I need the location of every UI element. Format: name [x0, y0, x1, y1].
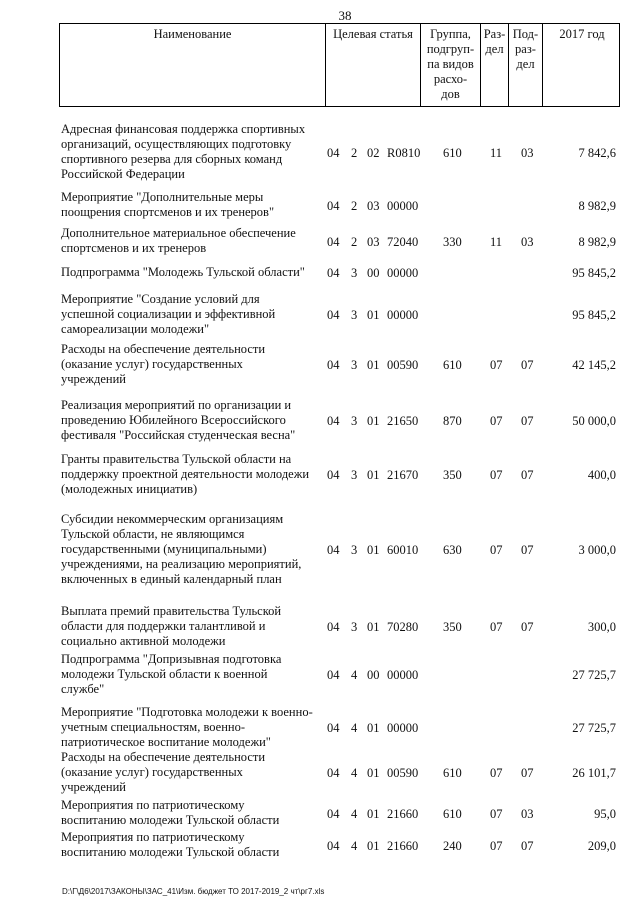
header-group-line: подгруп- — [426, 42, 475, 56]
podrazdel-code: 07 — [521, 543, 534, 557]
razdel-code: 07 — [490, 358, 503, 372]
amount-2017: 7 842,6 — [578, 146, 616, 160]
podrazdel-code: 07 — [521, 358, 534, 372]
header-group-line: дов — [441, 87, 460, 101]
row-name-line: самореализации молодежи" — [61, 322, 210, 336]
row-name-line: области для поддержки талантливой и — [61, 619, 266, 633]
razdel-code: 07 — [490, 543, 503, 557]
table-row — [59, 705, 620, 750]
row-name-line: успешной социализации и эффективной — [61, 307, 276, 321]
razdel-code: 07 — [490, 468, 503, 482]
header-group-line: расхо- — [433, 72, 468, 86]
amount-2017: 27 725,7 — [572, 668, 616, 682]
amount-2017: 95,0 — [594, 807, 616, 821]
header-podrazdel — [508, 24, 542, 106]
row-name-line: Подпрограмма "Допризывная подготовка — [61, 652, 282, 666]
row-name-line: Расходы на обеспечение деятельности — [61, 750, 266, 764]
header-razdel — [480, 24, 508, 106]
row-name — [61, 265, 323, 280]
table-row — [59, 452, 620, 497]
row-name-line: Дополнительное материальное обеспечение — [61, 226, 296, 240]
header-podrazdel-line: раз- — [515, 42, 536, 56]
measure-code: 02 — [367, 146, 380, 160]
row-name — [61, 452, 323, 497]
row-name-line: организаций, осуществляющих подготовку — [61, 137, 292, 151]
direction-code: 00590 — [387, 358, 419, 372]
direction-code: 00590 — [387, 766, 419, 780]
direction-code: 60010 — [387, 543, 419, 557]
direction-code: 21660 — [387, 807, 419, 821]
direction-code: 21660 — [387, 839, 419, 853]
amount-2017: 95 845,2 — [572, 266, 616, 280]
subprogram-code: 3 — [351, 308, 358, 322]
measure-code: 01 — [367, 414, 380, 428]
row-name-line: поддержку проектной деятельности молодежи — [61, 467, 310, 481]
podrazdel-code: 03 — [521, 235, 534, 249]
group-code: 630 — [443, 543, 462, 557]
row-name-line: воспитанию молодежи Тульской области — [61, 813, 280, 827]
row-name-line: патриотическое воспитание молодежи" — [61, 735, 271, 749]
table-header — [59, 23, 620, 107]
measure-code: 01 — [367, 766, 380, 780]
podrazdel-code: 07 — [521, 839, 534, 853]
subprogram-code: 2 — [351, 146, 358, 160]
row-name-line: Гранты правительства Тульской области на — [61, 452, 292, 466]
program-code: 04 — [327, 766, 340, 780]
header-group-line: Группа, — [430, 27, 471, 41]
table-row — [59, 122, 620, 182]
header-podrazdel-line: дел — [516, 57, 535, 71]
razdel-code: 11 — [490, 146, 503, 160]
row-name-line: социально активной молодежи — [61, 634, 226, 648]
row-name-line: Российской Федерации — [61, 167, 185, 181]
row-name-line: учреждений — [61, 372, 126, 386]
amount-2017: 300,0 — [587, 620, 616, 634]
subprogram-code: 3 — [351, 468, 358, 482]
table-row — [59, 604, 620, 649]
amount-2017: 3 000,0 — [578, 543, 616, 557]
row-name-line: Мероприятие "Подготовка молодежи к военно- — [61, 705, 313, 719]
program-code: 04 — [327, 199, 340, 213]
amount-2017: 95 845,2 — [572, 308, 616, 322]
row-name-line: включенных в единый календарный план — [61, 572, 282, 586]
group-code: 870 — [443, 414, 462, 428]
direction-code: 70280 — [387, 620, 419, 634]
subprogram-code: 4 — [351, 721, 358, 735]
table-row — [59, 652, 620, 697]
row-name-line: фестиваля "Российская студенческая весна" — [61, 428, 296, 442]
measure-code: 01 — [367, 468, 380, 482]
page-number: 38 — [338, 8, 352, 23]
row-name — [61, 830, 323, 860]
row-name-line: молодежи Тульской области к военной — [61, 667, 268, 681]
program-code: 04 — [327, 807, 340, 821]
row-name-line: Мероприятие "Дополнительные меры — [61, 190, 264, 204]
table-row — [59, 265, 620, 280]
row-name-line: (молодежных инициатив) — [61, 482, 198, 496]
row-name-line: проведению Юбилейного Всероссийского — [61, 413, 286, 427]
row-name — [61, 604, 323, 649]
measure-code: 01 — [367, 358, 380, 372]
podrazdel-code: 07 — [521, 766, 534, 780]
subprogram-code: 3 — [351, 358, 358, 372]
subprogram-code: 3 — [351, 620, 358, 634]
measure-code: 01 — [367, 721, 380, 735]
row-name-line: государственными (муниципальными) — [61, 542, 267, 556]
group-code: 350 — [443, 620, 462, 634]
row-name-line: Мероприятие "Создание условий для — [61, 292, 260, 306]
header-target: Целевая статья — [325, 24, 420, 106]
subprogram-code: 4 — [351, 668, 358, 682]
measure-code: 01 — [367, 839, 380, 853]
file-path-footer: D:\Г\Д6\2017\ЗАКОНЫ\ЗАС_41\Изм. бюджет ТО 2017-2019_2 чт\рг7.xls — [62, 887, 325, 896]
podrazdel-code: 07 — [521, 620, 534, 634]
row-name — [61, 292, 323, 337]
podrazdel-code: 07 — [521, 414, 534, 428]
razdel-code: 07 — [490, 807, 503, 821]
razdel-code: 11 — [490, 235, 503, 249]
measure-code: 01 — [367, 807, 380, 821]
group-code: 610 — [443, 358, 462, 372]
program-code: 04 — [327, 468, 340, 482]
row-name-line: Расходы на обеспечение деятельности — [61, 342, 266, 356]
table-row — [59, 190, 620, 220]
row-name-line: учреждениями, на реализацию мероприятий, — [61, 557, 302, 571]
program-code: 04 — [327, 839, 340, 853]
amount-2017: 42 145,2 — [572, 358, 616, 372]
subprogram-code: 4 — [351, 766, 358, 780]
razdel-code: 07 — [490, 766, 503, 780]
direction-code: 72040 — [387, 235, 419, 249]
header-razdel-line: дел — [485, 42, 504, 56]
row-name-line: спортсменов и их тренеров — [61, 241, 207, 255]
row-name-line: Мероприятия по патриотическому — [61, 798, 245, 812]
header-group — [420, 24, 480, 106]
row-name — [61, 652, 323, 697]
program-code: 04 — [327, 146, 340, 160]
group-code: 240 — [443, 839, 462, 853]
header-year: 2017 год — [542, 24, 621, 106]
program-code: 04 — [327, 721, 340, 735]
subprogram-code: 4 — [351, 807, 358, 821]
program-code: 04 — [327, 358, 340, 372]
table-row — [59, 342, 620, 387]
razdel-code: 07 — [490, 414, 503, 428]
row-name — [61, 705, 323, 750]
row-name — [61, 512, 323, 587]
podrazdel-code: 03 — [521, 807, 534, 821]
group-code: 610 — [443, 146, 462, 160]
row-name-line: Тульской области, не являющимся — [61, 527, 245, 541]
group-code: 330 — [443, 235, 462, 249]
table-row — [59, 830, 620, 860]
subprogram-code: 3 — [351, 266, 358, 280]
measure-code: 01 — [367, 308, 380, 322]
measure-code: 00 — [367, 668, 380, 682]
table-row — [59, 398, 620, 443]
amount-2017: 8 982,9 — [578, 235, 616, 249]
row-name-line: Выплата премий правительства Тульской — [61, 604, 282, 618]
row-name-line: Субсидии некоммерческим организациям — [61, 512, 284, 526]
row-name-line: Адресная финансовая поддержка спортивных — [61, 122, 306, 136]
direction-code: 00000 — [387, 668, 419, 682]
row-name-line: поощрения спортсменов и их тренеров" — [61, 205, 275, 219]
measure-code: 01 — [367, 620, 380, 634]
group-code: 610 — [443, 766, 462, 780]
program-code: 04 — [327, 235, 340, 249]
table-row — [59, 292, 620, 337]
direction-code: 21650 — [387, 414, 419, 428]
direction-code: 00000 — [387, 308, 419, 322]
direction-code: R0810 — [387, 146, 421, 160]
row-name — [61, 122, 323, 182]
amount-2017: 8 982,9 — [578, 199, 616, 213]
amount-2017: 26 101,7 — [572, 766, 616, 780]
table-row — [59, 226, 620, 256]
row-name-line: спортивного резерва для сборных команд — [61, 152, 283, 166]
row-name-line: (оказание услуг) государственных — [61, 765, 243, 779]
direction-code: 00000 — [387, 721, 419, 735]
row-name-line: Реализация мероприятий по организации и — [61, 398, 292, 412]
amount-2017: 400,0 — [587, 468, 616, 482]
row-name — [61, 750, 323, 795]
program-code: 04 — [327, 308, 340, 322]
podrazdel-code: 03 — [521, 146, 534, 160]
direction-code: 21670 — [387, 468, 419, 482]
row-name — [61, 226, 323, 256]
measure-code: 01 — [367, 543, 380, 557]
measure-code: 00 — [367, 266, 380, 280]
row-name — [61, 798, 323, 828]
program-code: 04 — [327, 543, 340, 557]
amount-2017: 209,0 — [587, 839, 616, 853]
measure-code: 03 — [367, 235, 380, 249]
subprogram-code: 3 — [351, 543, 358, 557]
table-row — [59, 512, 620, 587]
row-name-line: учреждений — [61, 780, 126, 794]
row-name-line: Мероприятия по патриотическому — [61, 830, 245, 844]
program-code: 04 — [327, 414, 340, 428]
row-name-line: Подпрограмма "Молодежь Тульской области" — [61, 265, 305, 279]
row-name — [61, 398, 323, 443]
row-name-line: (оказание услуг) государственных — [61, 357, 243, 371]
program-code: 04 — [327, 668, 340, 682]
subprogram-code: 2 — [351, 199, 358, 213]
measure-code: 03 — [367, 199, 380, 213]
header-name: Наименование — [153, 27, 232, 41]
direction-code: 00000 — [387, 266, 419, 280]
amount-2017: 27 725,7 — [572, 721, 616, 735]
header-podrazdel-line: Под- — [512, 27, 539, 41]
table-row — [59, 750, 620, 795]
row-name-line: службе" — [61, 682, 105, 696]
row-name — [61, 342, 323, 387]
row-name — [61, 190, 323, 220]
podrazdel-code: 07 — [521, 468, 534, 482]
row-name-line: воспитанию молодежи Тульской области — [61, 845, 280, 859]
group-code: 350 — [443, 468, 462, 482]
amount-2017: 50 000,0 — [572, 414, 616, 428]
subprogram-code: 2 — [351, 235, 358, 249]
subprogram-code: 3 — [351, 414, 358, 428]
subprogram-code: 4 — [351, 839, 358, 853]
razdel-code: 07 — [490, 620, 503, 634]
header-group-line: па видов — [427, 57, 474, 71]
program-code: 04 — [327, 266, 340, 280]
row-name-line: учетным специальностям, военно- — [61, 720, 245, 734]
program-code: 04 — [327, 620, 340, 634]
group-code: 610 — [443, 807, 462, 821]
direction-code: 00000 — [387, 199, 419, 213]
table-row — [59, 798, 620, 828]
header-razdel-line: Раз- — [483, 27, 506, 41]
razdel-code: 07 — [490, 839, 503, 853]
